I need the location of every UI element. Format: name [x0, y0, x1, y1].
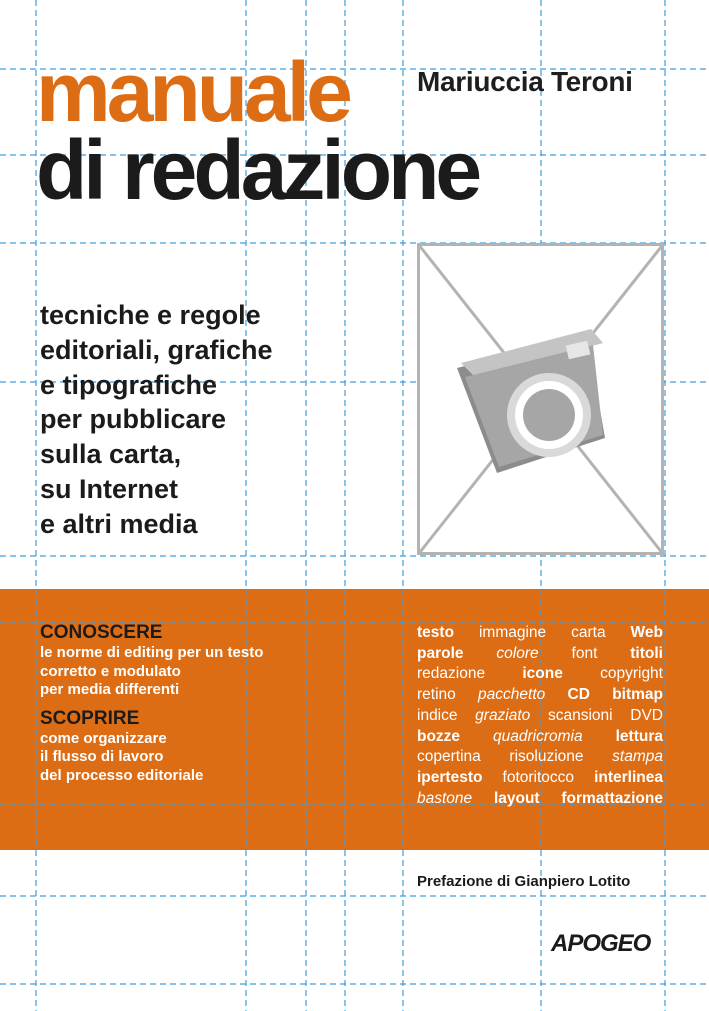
keyword-line [417, 664, 663, 685]
keyword: icone [522, 665, 563, 683]
keyword: redazione [417, 665, 486, 683]
keyword: copyright [600, 665, 663, 683]
conoscere-line: per media differenti [40, 681, 180, 698]
keyword: Web [630, 624, 663, 641]
keyword: bozze [417, 727, 461, 745]
keyword: immagine [478, 624, 547, 641]
keyword: carta [571, 624, 606, 641]
keyword-line [417, 685, 663, 706]
conoscere-heading: CONOSCERE [40, 622, 163, 643]
keyword-line [417, 727, 663, 748]
preface-credit: Prefazione di Gianpiero Lotito [417, 873, 631, 890]
keyword: scansioni [547, 706, 613, 724]
keyword: bitmap [612, 686, 663, 704]
keyword: retino [417, 686, 456, 704]
title-manuale: manuale [36, 45, 349, 139]
keyword: testo [417, 624, 455, 641]
keyword: DVD [630, 706, 663, 724]
keyword-line [417, 747, 663, 768]
scoprire-heading: SCOPRIRE [40, 707, 140, 729]
conoscere-line: le norme di editing per un testo [40, 644, 264, 661]
keyword: titoli [630, 644, 663, 662]
keyword: pacchetto [478, 686, 546, 704]
subtitle-line: tecniche e regole [40, 300, 261, 330]
keyword-cloud [417, 623, 663, 809]
keyword: ipertesto [417, 768, 483, 786]
keyword: fotoritocco [502, 768, 575, 786]
keyword: font [571, 644, 598, 662]
keyword: indice [417, 706, 458, 724]
learning-goals [40, 622, 263, 785]
keyword-line [417, 644, 663, 665]
scoprire-line: come organizzare [40, 729, 167, 747]
keyword-line [417, 706, 663, 727]
title-di-redazione: di redazione [36, 123, 479, 217]
keyword: parole [417, 644, 464, 662]
keyword: formattazione [561, 789, 663, 807]
keyword: interlinea [594, 768, 663, 786]
keyword: bastone [417, 789, 473, 807]
subtitle-line: editoriali, grafiche [40, 334, 273, 365]
subtitle [40, 298, 273, 542]
subtitle-line: su Internet [40, 473, 179, 504]
subtitle-line: per pubblicare [40, 404, 227, 435]
keyword: colore [496, 644, 539, 662]
author-name: Mariuccia Teroni [417, 66, 633, 97]
subtitle-line: sulla carta, [40, 439, 182, 470]
scoprire-line: del processo editoriale [40, 766, 204, 784]
photo-placeholder [417, 243, 665, 556]
scoprire-line: il flusso di lavoro [40, 748, 164, 765]
publisher-logo: APOGEO [551, 930, 651, 957]
keyword: CD [567, 686, 590, 704]
keyword: lettura [615, 727, 663, 745]
keyword: layout [493, 789, 540, 807]
keyword-line [417, 789, 663, 810]
keyword: risoluzione [509, 748, 584, 766]
subtitle-line: e altri media [40, 508, 198, 539]
keyword-line [417, 623, 663, 644]
keyword: quadricromia [493, 727, 583, 745]
keyword: copertina [417, 748, 481, 766]
keyword-line [417, 768, 663, 789]
subtitle-line: e tipografiche [40, 369, 218, 400]
conoscere-line: corretto e modulato [40, 662, 181, 680]
keyword: graziato [475, 706, 531, 724]
keyword: stampa [612, 748, 663, 766]
